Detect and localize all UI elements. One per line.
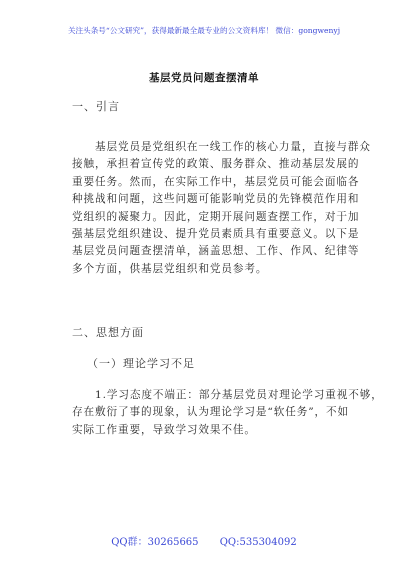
footer-qq-number: QQ:535304092 — [219, 537, 297, 548]
document-title: 基层党员问题查摆清单 — [149, 72, 259, 84]
subsection-heading-theory-study: （一）理论学习不足 — [87, 357, 195, 370]
intro-paragraph — [72, 139, 371, 278]
section-heading-intro: 一、引言 — [72, 100, 120, 113]
paragraph-line: 存在敷衍了事的现象，认为理论学习是“软任务”，不如 — [72, 406, 349, 419]
section-heading-thought: 二、思想方面 — [72, 326, 144, 339]
paragraph-line: 党组织的凝聚力。因此，定期开展问题查摆工作，对于加 — [72, 210, 360, 223]
paragraph-line: 实际工作重要，导致学习效果不佳。 — [72, 423, 256, 436]
paragraph-line: 基层党员是党组织在一线工作的核心力量，直接与群众 — [72, 141, 371, 153]
item-paragraph-study-attitude — [72, 387, 383, 439]
paragraph-line: 基层党员问题查摆清单，涵盖思想、工作、作风、纪律等 — [72, 245, 360, 258]
paragraph-line: 重要任务。然而，在实际工作中，基层党员可能会面临各 — [72, 175, 360, 188]
paragraph-line: 1.学习态度不端正：部分基层党员对理论学习重视不够， — [72, 389, 383, 401]
paragraph-line: 多个方面，供基层党组织和党员参考。 — [72, 262, 268, 275]
paragraph-line: 种挑战和问题，这些问题可能影响党员的先锋模范作用和 — [72, 193, 360, 206]
paragraph-line: 接触，承担着宣传党的政策、服务群众、推动基层发展的 — [72, 158, 360, 171]
paragraph-line: 强基层党组织建设、提升党员素质具有重要意义。以下是 — [72, 228, 360, 241]
footer-qq-group: QQ群：30265665 — [111, 537, 199, 548]
footer-contact — [0, 533, 408, 548]
header-banner: 关注头条号“公文研究”，获得最新最全最专业的公文资料库！ 微信：gongwenyj — [67, 26, 341, 35]
